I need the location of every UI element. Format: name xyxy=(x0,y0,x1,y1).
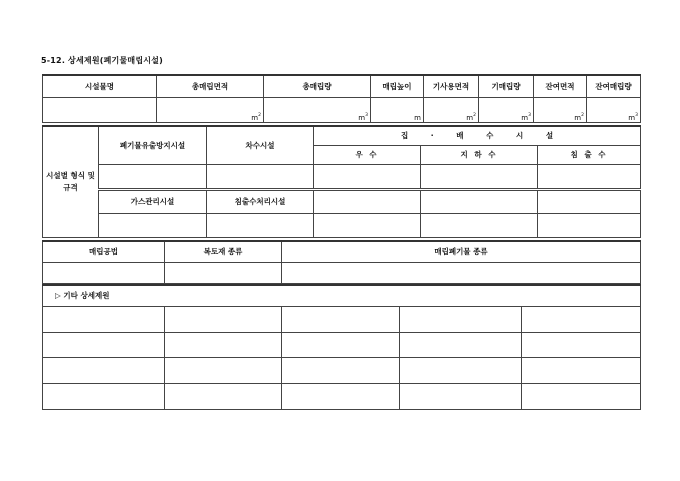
blank-cell[interactable] xyxy=(538,213,641,237)
header-collection-drainage: 집 · 배 수 시 설 xyxy=(314,126,641,145)
blank-cell[interactable] xyxy=(538,189,641,213)
header-total-volume: 총매립량 xyxy=(264,75,371,97)
detail-cell[interactable] xyxy=(400,357,522,383)
unit-exponent: 3 xyxy=(528,112,531,118)
detail-cell[interactable] xyxy=(165,306,282,332)
detail-cell[interactable] xyxy=(282,306,400,332)
detail-cell[interactable] xyxy=(522,306,641,332)
detail-cell[interactable] xyxy=(522,383,641,409)
detail-cell[interactable] xyxy=(522,357,641,383)
unit-label: m xyxy=(521,113,529,122)
total-volume-cell[interactable] xyxy=(264,97,371,122)
header-used-area: 기사용면적 xyxy=(424,75,479,97)
detail-cell[interactable] xyxy=(282,383,400,409)
blank-cell[interactable] xyxy=(314,189,421,213)
header-groundwater: 지 하 수 xyxy=(421,145,538,164)
header-shielding: 차수시설 xyxy=(207,126,314,164)
detail-cell[interactable] xyxy=(43,383,165,409)
blank-cell[interactable] xyxy=(421,213,538,237)
blank-cell[interactable] xyxy=(314,213,421,237)
detail-cell[interactable] xyxy=(165,357,282,383)
waste-type-cell[interactable] xyxy=(282,262,641,283)
unit-label: m xyxy=(414,113,421,122)
unit-exponent: 3 xyxy=(365,112,368,118)
facility-name-cell[interactable] xyxy=(43,97,157,122)
detail-cell[interactable] xyxy=(43,306,165,332)
header-height: 매립높이 xyxy=(371,75,424,97)
detail-cell[interactable] xyxy=(400,332,522,357)
height-cell[interactable] xyxy=(371,97,424,122)
unit-label: m xyxy=(358,113,366,122)
leachate-treatment-cell[interactable] xyxy=(207,213,314,237)
used-area-cell[interactable] xyxy=(424,97,479,122)
header-filled-volume: 기매립량 xyxy=(479,75,534,97)
detail-cell[interactable] xyxy=(400,306,522,332)
unit-label: m xyxy=(628,113,636,122)
unit-exponent: 2 xyxy=(258,112,261,118)
other-details-table xyxy=(42,284,641,410)
unit-label: m xyxy=(466,113,474,122)
header-leachate-treatment: 침출수처리시설 xyxy=(207,189,314,213)
header-total-area: 총매립면적 xyxy=(157,75,264,97)
unit-exponent: 2 xyxy=(473,112,476,118)
detail-cell[interactable] xyxy=(165,383,282,409)
header-rainwater: 우 수 xyxy=(314,145,421,164)
header-leachate: 침 출 수 xyxy=(538,145,641,164)
rainwater-cell[interactable] xyxy=(314,164,421,189)
other-details-label: ▷ 기타 상세제원 xyxy=(43,285,641,306)
page-title: 5-12. 상세제원(폐기물매립시설) xyxy=(41,56,163,65)
detail-cell[interactable] xyxy=(522,332,641,357)
total-area-cell[interactable] xyxy=(157,97,264,122)
header-remaining-volume: 잔여매립량 xyxy=(587,75,641,97)
cover-material-cell[interactable] xyxy=(165,262,282,283)
remaining-area-cell[interactable] xyxy=(534,97,587,122)
landfill-method-table xyxy=(42,240,641,284)
header-gas-management: 가스관리시설 xyxy=(99,189,207,213)
header-waste-type: 매립폐기물 종류 xyxy=(282,241,641,262)
header-leak-prevention: 폐기물유출방지시설 xyxy=(99,126,207,164)
detail-cell[interactable] xyxy=(165,332,282,357)
main-spec-table xyxy=(42,74,641,123)
header-remaining-area: 잔여면적 xyxy=(534,75,587,97)
leachate-cell[interactable] xyxy=(538,164,641,189)
header-facility-name: 시설물명 xyxy=(43,75,157,97)
detail-cell[interactable] xyxy=(282,357,400,383)
unit-label: m xyxy=(574,113,582,122)
header-landfill-method: 매립공법 xyxy=(43,241,165,262)
detail-cell[interactable] xyxy=(43,357,165,383)
gas-management-cell[interactable] xyxy=(99,213,207,237)
blank-cell[interactable] xyxy=(421,189,538,213)
detail-cell[interactable] xyxy=(43,332,165,357)
groundwater-cell[interactable] xyxy=(421,164,538,189)
shielding-cell[interactable] xyxy=(207,164,314,189)
landfill-method-cell[interactable] xyxy=(43,262,165,283)
header-cover-material: 복토재 종류 xyxy=(165,241,282,262)
unit-label: m xyxy=(251,113,259,122)
detail-cell[interactable] xyxy=(400,383,522,409)
remaining-volume-cell[interactable] xyxy=(587,97,641,122)
leak-prevention-cell[interactable] xyxy=(99,164,207,189)
facility-type-label: 시설별 형식 및 규격 xyxy=(43,126,99,237)
detail-cell[interactable] xyxy=(282,332,400,357)
unit-exponent: 3 xyxy=(635,112,638,118)
unit-exponent: 2 xyxy=(581,112,584,118)
filled-volume-cell[interactable] xyxy=(479,97,534,122)
facility-spec-table xyxy=(42,125,641,238)
